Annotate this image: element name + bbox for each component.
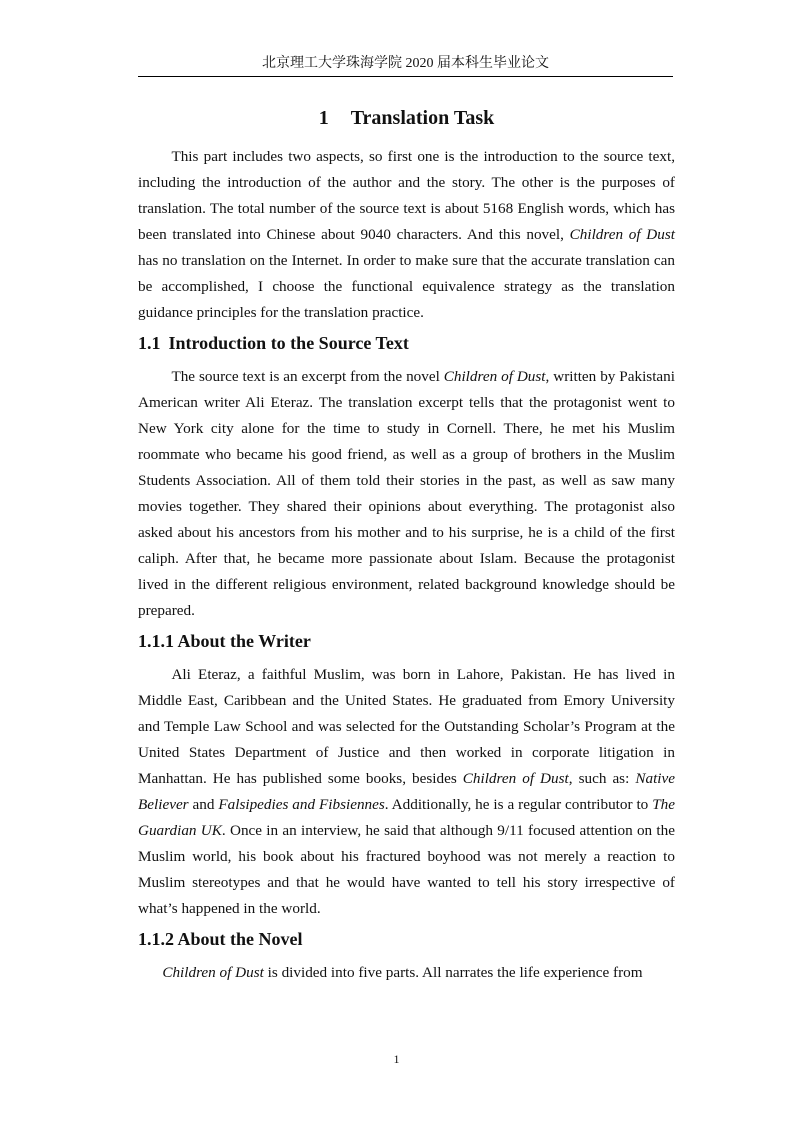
page-number: 1	[393, 1052, 400, 1066]
book-title-italic: Children of Dust	[443, 368, 546, 385]
book-title-italic: Children of Dust	[569, 226, 675, 243]
section-number: 1.1	[138, 333, 161, 353]
book-title-italic: Falsipedies and Fibsiennes	[218, 796, 385, 813]
header-divider	[138, 76, 673, 77]
page-body	[138, 104, 675, 986]
subsection-heading-writer: 1.1.1 About the Writer	[138, 631, 311, 651]
novel-paragraph: Children of Dust is divided into five parts. All narrates the life experience from	[162, 964, 643, 981]
book-title-italic: Native Believer	[138, 770, 675, 813]
section-heading-1-1	[138, 330, 675, 356]
section-title: Introduction to the Source Text	[168, 333, 409, 353]
subsection-heading-novel: 1.1.2 About the Novel	[138, 929, 303, 949]
chapter-heading	[138, 104, 675, 132]
chapter-intro-paragraph: This part includes two aspects, so first one is the introduction to the source text, including the introduction of the author and the story. The other is the purposes of translation. The total number of the source text is about 5168 English words, which has been translated into Chinese about 9040 characters. And this novel, Children of Dust has no translation on the Internet. In order to make sure that the accurate translation can be accomplished, I choose the functional equivalence strategy as the translation guidance principles for the translation practice.	[138, 148, 675, 321]
chapter-title: Translation Task	[350, 107, 495, 129]
book-title-italic: Children of Dust	[462, 770, 569, 787]
writer-paragraph: Ali Eteraz, a faithful Muslim, was born in Lahore, Pakistan. He has lived in Middle East, Caribbean and the United States. He graduated from Emory University and Temple Law School and was selected for the Outstanding Scholar’s Program at the United States Department of Justice and then worked in corporate litigation in Manhattan. He has published some books, besides Children of Dust, such as: Native Believer and Falsipedies and Fibsiennes. Additionally, he is a regular contributor to The Guardian UK. Once in an interview, he said that although 9/11 focused attention on the Muslim world, his book about his fractured boyhood was not merely a reaction to Muslim stereotypes and that he would have wanted to tell his story irrespective of what’s happened in the world.	[138, 666, 675, 917]
source-text-paragraph: The source text is an excerpt from the novel Children of Dust, written by Pakistani American writer Ali Eteraz. The translation excerpt tells that the protagonist went to New York city alone for the time to study in Cornell. There, he met his Muslim roommate who became his good friend, as well as a group of brothers in the Muslim Students Association. All of them told their stories in the past, as well as saw many movies together. They shared their opinions about everything. The protagonist also asked about his ancestors from his mother and to his surprise, he is a child of the first caliph. After that, he became more passionate about Islam. Because the protagonist lived in the different religious environment, related background knowledge should be prepared.	[138, 368, 675, 619]
book-title-italic: Children of Dust	[162, 964, 264, 981]
publication-title-italic: The Guardian UK	[138, 796, 675, 839]
chapter-number: 1	[318, 107, 329, 129]
running-header: 北京理工大学珠海学院 2020 届本科生毕业论文	[262, 56, 549, 71]
